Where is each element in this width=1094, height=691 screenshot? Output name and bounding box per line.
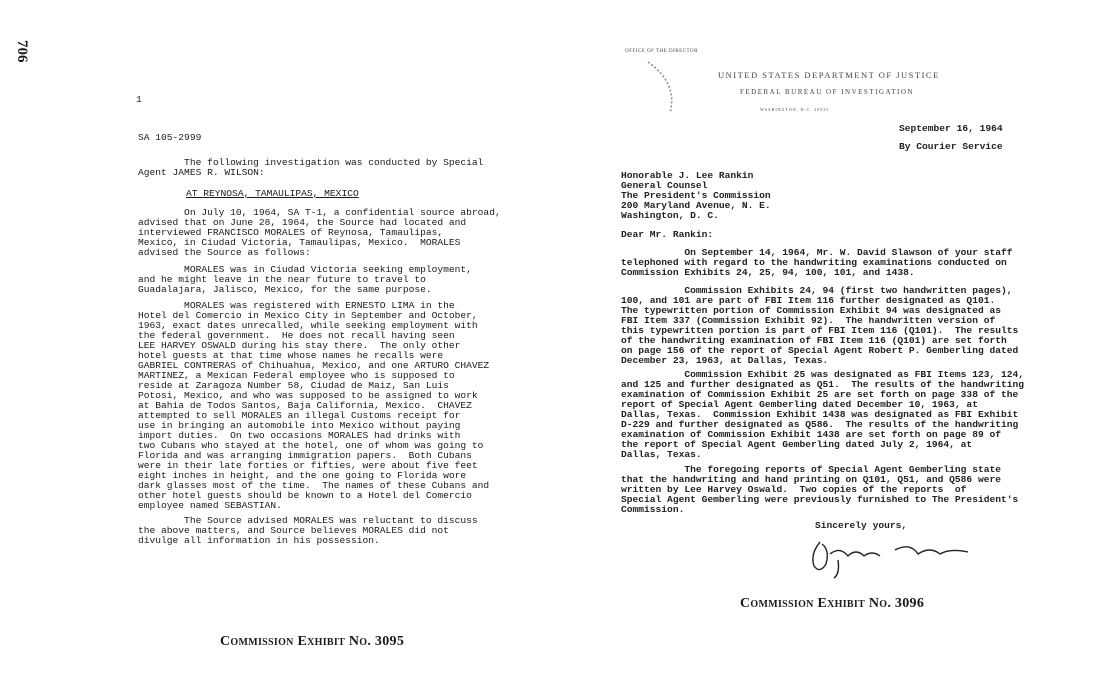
paragraph-4 xyxy=(138,516,478,546)
text-line: On September 14, 1964, Mr. W. David Slawson of your staff xyxy=(621,247,1013,258)
salutation: Dear Mr. Rankin: xyxy=(621,229,714,240)
text-line: Washington, D. C. xyxy=(621,210,719,221)
text-line: Hotel del Comercio in Mexico City in September and October, xyxy=(138,310,478,321)
text-line: dark glasses most of the time. The names of these Cubans and xyxy=(138,480,490,491)
text-line: December 23, 1963, at Dallas, Texas. xyxy=(621,355,829,366)
text-line: Guadalajara, Jalisco, Mexico, for the same purpose. xyxy=(138,284,432,295)
text-line: eight inches in height, and the one going to Florida wore xyxy=(138,470,467,481)
letterhead-bureau: FEDERAL BUREAU OF INVESTIGATION xyxy=(740,88,914,96)
text-line: Commission. xyxy=(621,504,685,515)
text-line: The foregoing reports of Special Agent Gemberling state xyxy=(621,464,1001,475)
seal-icon xyxy=(640,58,680,118)
text-line: divulge all information in his possession. xyxy=(138,535,380,546)
paragraph-2 xyxy=(138,265,472,295)
text-line: employee named SEBASTIAN. xyxy=(138,500,282,511)
page-marker: 1 xyxy=(136,94,142,105)
location-heading: AT REYNOSA, TAMAULIPAS, MEXICO xyxy=(186,188,359,199)
text-line: Commission Exhibits 24, 25, 94, 100, 101, and 1438. xyxy=(621,267,915,278)
text-line: Commission Exhibits 24, 94 (first two handwritten pages), xyxy=(621,285,1013,296)
text-line: examination of Commission Exhibit 25 are set forth on page 338 of the xyxy=(621,389,1019,400)
letter-paragraph-4 xyxy=(621,465,1018,515)
text-line: attempted to sell MORALES an illegal Customs receipt for xyxy=(138,410,461,421)
text-line: advised the Source as follows: xyxy=(138,247,311,258)
letter-paragraph-1 xyxy=(621,248,1013,278)
letterhead-department: UNITED STATES DEPARTMENT OF JUSTICE xyxy=(718,70,940,80)
text-line: 1963, exact dates unrecalled, while seeking employment with xyxy=(138,320,478,331)
text-line: 200 Maryland Avenue, N. E. xyxy=(621,200,771,211)
text-line: the report of Special Agent Gemberling dated July 2, 1964, at xyxy=(621,439,973,450)
text-line: D-229 and further designated as Q586. The results of the handwriting xyxy=(621,419,1019,430)
paragraph-1 xyxy=(138,208,501,258)
text-line: were in their late forties or fifties, were about five feet xyxy=(138,460,478,471)
text-line: import duties. On two occasions MORALES had drinks with xyxy=(138,430,461,441)
text-line: on page 156 of the report of Special Agent Robert P. Gemberling dated xyxy=(621,345,1019,356)
text-line: telephoned with regard to the handwriting examinations conducted on xyxy=(621,257,1007,268)
text-line: General Counsel xyxy=(621,180,708,191)
letterhead-office: OFFICE OF THE DIRECTOR xyxy=(625,49,698,54)
closing: Sincerely yours, xyxy=(815,520,908,531)
signature-image xyxy=(800,534,980,584)
text-line: Commission Exhibit 25 was designated as FBI Items 123, 124, xyxy=(621,369,1025,380)
text-line: Agent JAMES R. WILSON: xyxy=(138,167,265,178)
intro-paragraph xyxy=(138,158,483,178)
text-line: FBI Item 337 (Commission Exhibit 92). The handwritten version of xyxy=(621,315,996,326)
file-number: SA 105-2999 xyxy=(138,132,202,143)
text-line: the above matters, and Source believes MORALES did not xyxy=(138,525,449,536)
text-line: Honorable J. Lee Rankin xyxy=(621,170,754,181)
text-line: Potosi, Mexico, and who was supposed to be assigned to work xyxy=(138,390,478,401)
text-line: MORALES was in Ciudad Victoria seeking employment, xyxy=(138,264,472,275)
text-line: Dallas, Texas. Commission Exhibit 1438 was designated as FBI Exhibit xyxy=(621,409,1019,420)
text-line: of the handwriting examination of FBI Item 116 (Q101) are set forth xyxy=(621,335,1007,346)
exhibit-caption-3095: Commission Exhibit No. 3095 xyxy=(220,634,405,649)
page-number: 706 xyxy=(14,40,30,63)
letter-paragraph-2 xyxy=(621,286,1018,366)
delivery-method: By Courier Service xyxy=(899,141,1003,152)
paragraph-3 xyxy=(138,301,489,511)
letterhead-city: WASHINGTON, D.C. 20535 xyxy=(760,107,830,112)
text-line: LEE HARVEY OSWALD during his stay there. The only other xyxy=(138,340,461,351)
text-line: Dallas, Texas. xyxy=(621,449,702,460)
text-line: and 125 and further designated as Q51. The results of the handwriting xyxy=(621,379,1025,390)
text-line: The following investigation was conducted by Special xyxy=(138,157,484,168)
text-line: that the handwriting and hand printing on Q101, Q51, and Q586 were xyxy=(621,474,1001,485)
text-line: the federal government. He does not recall having seen xyxy=(138,330,455,341)
text-line: two Cubans who stayed at the hotel, one of whom was going to xyxy=(138,440,484,451)
recipient-address xyxy=(621,171,771,221)
text-line: The President's Commission xyxy=(621,190,771,201)
text-line: use in bringing an automobile into Mexico without paying xyxy=(138,420,461,431)
text-line: Mexico, in Ciudad Victoria, Tamaulipas, Mexico. MORALES xyxy=(138,237,461,248)
text-line: GABRIEL CONTRERAS of Chihuahua, Mexico, and one ARTURO CHAVEZ xyxy=(138,360,490,371)
text-line: and he might leave in the near future to travel to xyxy=(138,274,426,285)
text-line: reside at Zaragoza Number 58, Ciudad de Maiz, San Luis xyxy=(138,380,449,391)
text-line: this typewritten portion is part of FBI Item 116 (Q101). The results xyxy=(621,325,1019,336)
letter-date: September 16, 1964 xyxy=(899,123,1003,134)
text-line: On July 10, 1964, SA T-1, a confidential source abroad, xyxy=(138,207,501,218)
text-line: hotel guests at that time whose names he recalls were xyxy=(138,350,444,361)
text-line: advised that on June 28, 1964, the Source had located and xyxy=(138,217,467,228)
letter-paragraph-3 xyxy=(621,370,1024,460)
text-line: other hotel guests should be known to a Hotel del Comercio xyxy=(138,490,472,501)
text-line: written by Lee Harvey Oswald. Two copies of the reports of xyxy=(621,484,967,495)
text-line: Special Agent Gemberling were previously furnished to The President's xyxy=(621,494,1019,505)
text-line: MORALES was registered with ERNESTO LIMA in the xyxy=(138,300,455,311)
text-line: report of Special Agent Gemberling dated December 10, 1963, at xyxy=(621,399,978,410)
exhibit-caption-3096: Commission Exhibit No. 3096 xyxy=(740,596,925,611)
text-line: 100, and 101 are part of FBI Item 116 further designated as Q101. xyxy=(621,295,996,306)
text-line: The Source advised MORALES was reluctant to discuss xyxy=(138,515,478,526)
text-line: Florida and was arranging immigration papers. Both Cubans xyxy=(138,450,472,461)
text-line: MARTINEZ, a Mexican Federal employee who is supposed to xyxy=(138,370,455,381)
text-line: examination of Commission Exhibit 1438 are set forth on page 89 of xyxy=(621,429,1001,440)
text-line: The typewritten portion of Commission Exhibit 94 was designated as xyxy=(621,305,1001,316)
text-line: at Bahia de Todos Santos, Baja California, Mexico. CHAVEZ xyxy=(138,400,472,411)
text-line: interviewed FRANCISCO MORALES of Reynosa, Tamaulipas, xyxy=(138,227,444,238)
